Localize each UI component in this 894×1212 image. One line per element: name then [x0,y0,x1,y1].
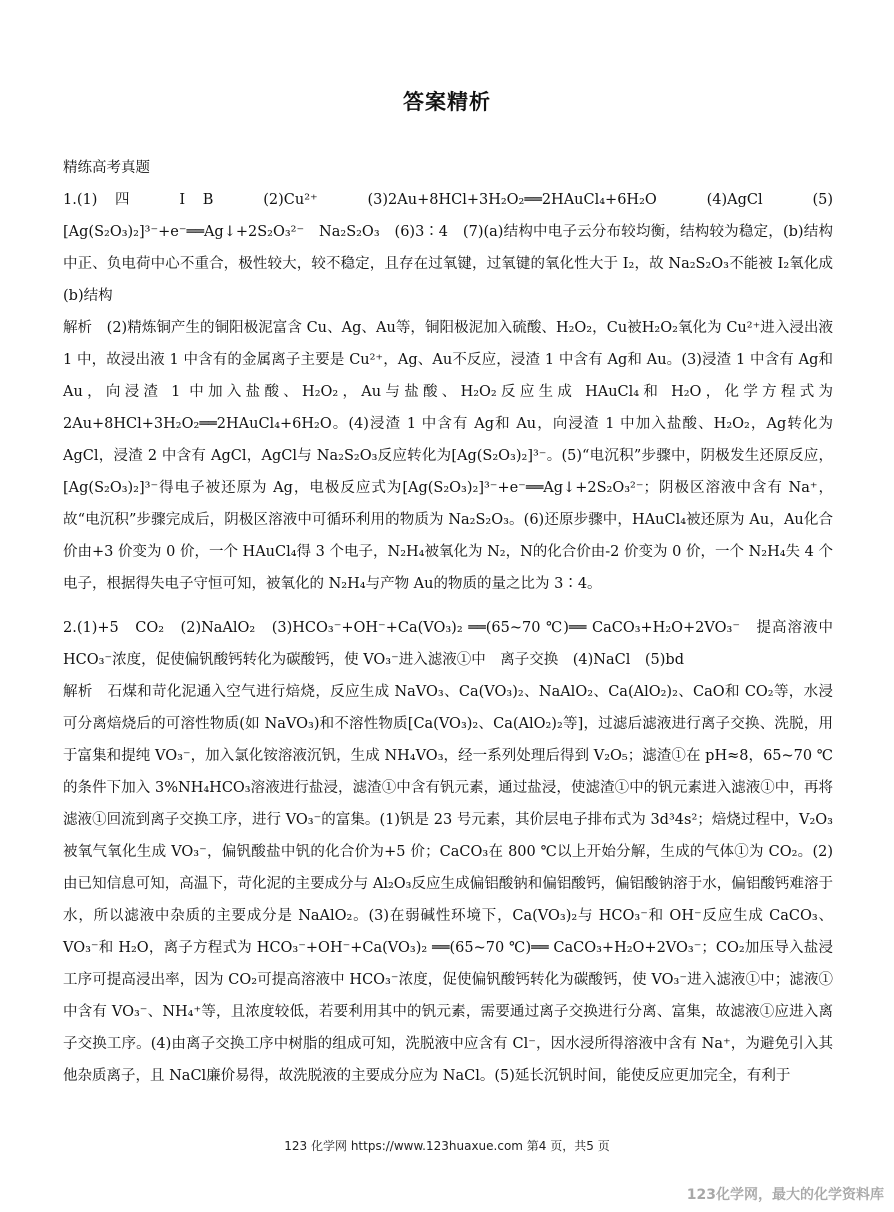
question-1-answer: 1.(1)四 ⅠB (2)Cu²⁺ (3)2Au+8HCl+3H₂O₂══2HAuCl₄+6H₂O (4)AgCl (5)[Ag(S₂O₃)₂]³⁻+e⁻══Ag↓+2S₂O₃²⁻ Na₂S₂O₃ (6)3∶4 (7)(a)结构中电子云分布较均衡，结构较为稳定，(b)结构中正、负电荷中心不重合，极性较大，较不稳定，且存在过氧键，过氧键的氧化性大于 I₂，故 Na₂S₂O₃不能被 I₂氧化成(b)结构 [63,192,833,304]
question-1-block [63,184,833,600]
question-2-analysis: 解析 石煤和苛化泥通入空气进行焙烧，反应生成 NaVO₃、Ca(VO₃)₂、NaAlO₂、Ca(AlO₂)₂、CaO和 CO₂等，水浸可分离焙烧后的可溶性物质(如 NaVO₃)和不溶性物质[Ca(VO₃)₂、Ca(AlO₂)₂等]，过滤后滤液进行离子交换、洗脱，用于富集和提纯 VO₃⁻，加入氯化铵溶液沉钒，生成 NH₄VO₃，经一系列处理后得到 V₂O₅；滤渣①在 pH≈8，65~70 ℃的条件下加入 3%NH₄HCO₃溶液进行盐浸，滤渣①中含有钒元素，通过盐浸，使滤渣①中的钒元素进入滤液①中，再将滤液①回流到离子交换工序，进行 VO₃⁻的富集。(1)钒是 23 号元素，其价层电子排布式为 3d³4s²；焙烧过程中，V₂O₃被氧气氧化生成 VO₃⁻，偏钒酸盐中钒的化合价为+5 价；CaCO₃在 800 ℃以上开始分解，生成的气体①为 CO₂。(2)由已知信息可知，高温下，苛化泥的主要成分与 Al₂O₃反应生成偏铝酸钠和偏铝酸钙，偏铝酸钠溶于水，偏铝酸钙难溶于水，所以滤液中杂质的主要成分是 NaAlO₂。(3)在弱碱性环境下，Ca(VO₃)₂与 HCO₃⁻和 OH⁻反应生成 CaCO₃、VO₃⁻和 H₂O，离子方程式为 HCO₃⁻+OH⁻+Ca(VO₃)₂ ══(65~70 ℃)══ CaCO₃+H₂O+2VO₃⁻；CO₂加压导入盐浸工序可提高浸出率，因为 CO₂可提高溶液中 HCO₃⁻浓度，促使偏钒酸钙转化为碳酸钙，使 VO₃⁻进入滤液①中；滤液①中含有 VO₃⁻、NH₄⁺等，且浓度较低，若要利用其中的钒元素，需要通过离子交换进行分离、富集，故滤液①应进入离子交换工序。(4)由离子交换工序中树脂的组成可知，洗脱液中应含有 Cl⁻，因水浸所得溶液中含有 Na⁺，为避免引入其他杂质离子，且 NaCl廉价易得，故洗脱液的主要成分应为 NaCl。(5)延长沉钒时间，能使反应更加完全，有利于 [63,684,833,1084]
page-title: 答案精析 [403,90,491,114]
question-2-block [63,612,833,1092]
question-2-answer: 2.(1)+5 CO₂ (2)NaAlO₂ (3)HCO₃⁻+OH⁻+Ca(VO₃)₂ ══(65~70 ℃)══ CaCO₃+H₂O+2VO₃⁻ 提高溶液中 HCO₃⁻浓度，促使偏钒酸钙转化为碳酸钙，使 VO₃⁻进入滤液①中 离子交换 (4)NaCl (5)bd [63,620,833,668]
page-footer: 123 化学网 https://www.123huaxue.com 第4 页，共5 页 [284,1139,610,1153]
question-1-analysis: 解析 (2)精炼铜产生的铜阳极泥富含 Cu、Ag、Au等，铜阳极泥加入硫酸、H₂O₂，Cu被H₂O₂氧化为 Cu²⁺进入浸出液 1 中，故浸出液 1 中含有的金属离子主要是 Cu²⁺，Ag、Au不反应，浸渣 1 中含有 Ag和 Au。(3)浸渣 1 中含有 Ag和 Au，向浸渣 1 中加入盐酸、H₂O₂，Au与盐酸、H₂O₂反应生成 HAuCl₄和 H₂O，化学方程式为 2Au+8HCl+3H₂O₂══2HAuCl₄+6H₂O。(4)浸渣 1 中含有 Ag和 Au，向浸渣 1 中加入盐酸、H₂O₂，Ag转化为 AgCl，浸渣 2 中含有 AgCl，AgCl与 Na₂S₂O₃反应转化为[Ag(S₂O₃)₂]³⁻。(5)“电沉积”步骤中，阴极发生还原反应，[Ag(S₂O₃)₂]³⁻得电子被还原为 Ag，电极反应式为[Ag(S₂O₃)₂]³⁻+e⁻══Ag↓+2S₂O₃²⁻；阴极区溶液中含有 Na⁺，故“电沉积”步骤完成后，阴极区溶液中可循环利用的物质为 Na₂S₂O₃。(6)还原步骤中，HAuCl₄被还原为 Au，Au化合价由+3 价变为 0 价，一个 HAuCl₄得 3 个电子，N₂H₄被氧化为 N₂，N的化合价由-2 价变为 0 价，一个 N₂H₄失 4 个电子，根据得失电子守恒可知，被氧化的 N₂H₄与产物 Au的物质的量之比为 3∶4。 [63,320,833,592]
section-heading: 精练高考真题 [63,160,150,176]
watermark-text: 123化学网，最大的化学资料库 [686,1187,884,1203]
